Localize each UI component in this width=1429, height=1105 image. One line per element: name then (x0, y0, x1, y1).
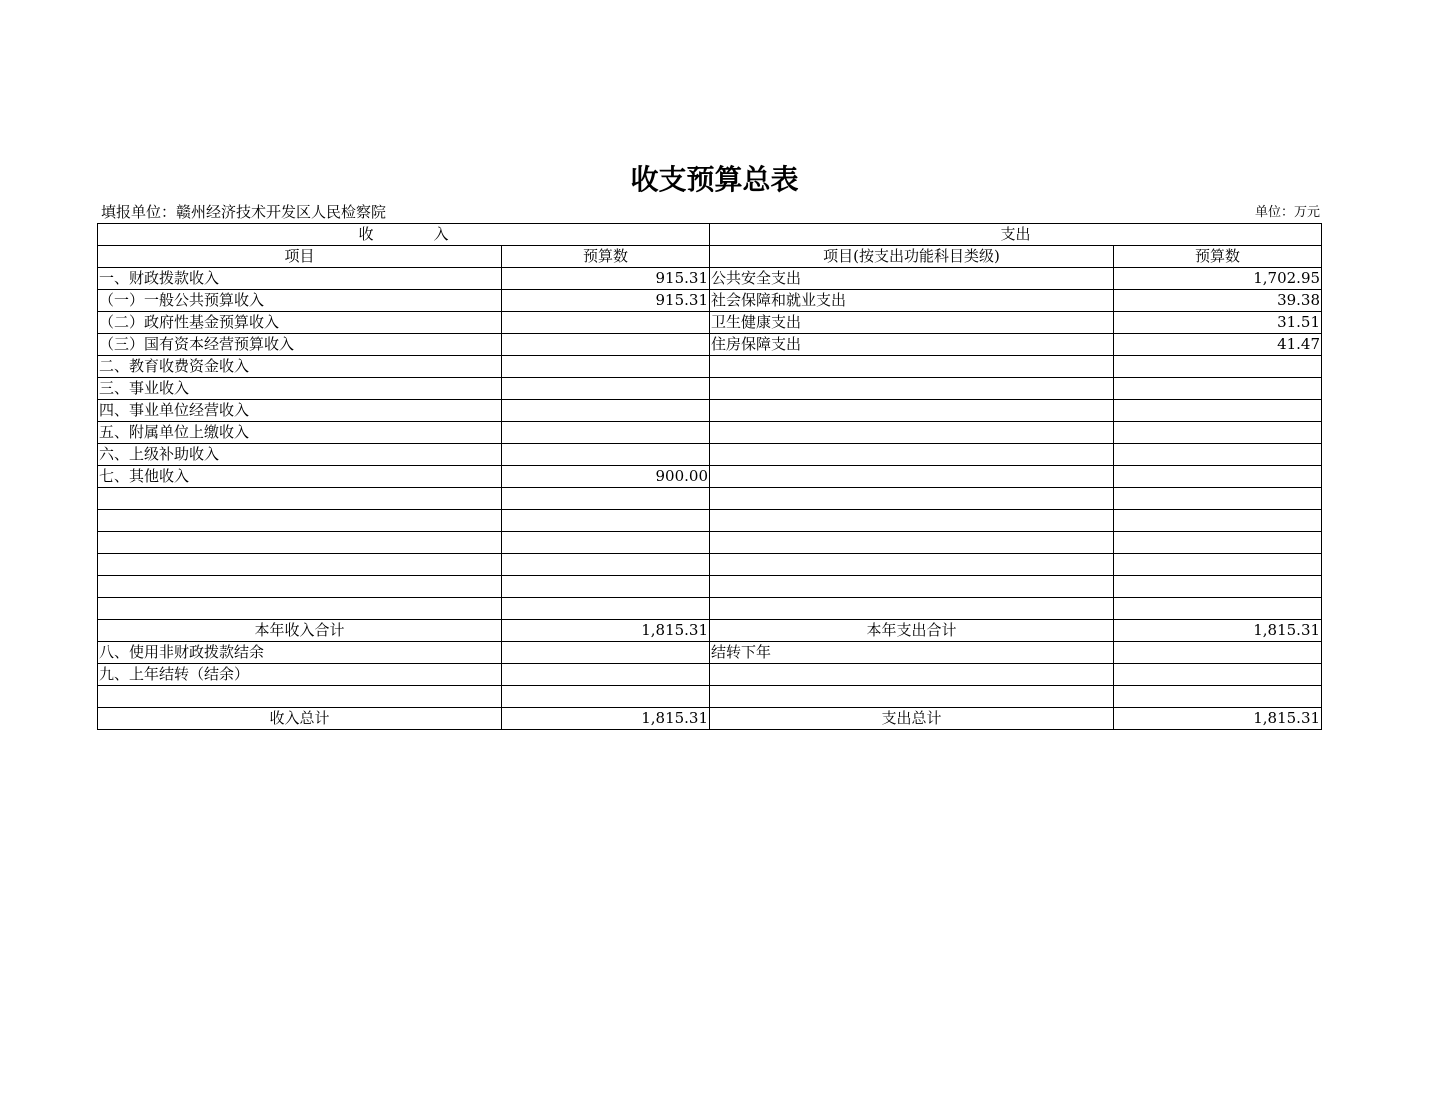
table-column-header-row (98, 246, 1322, 268)
income-amount-header: 预算数 (502, 246, 710, 268)
expense-item-cell (710, 532, 1114, 554)
income-item-cell: 五、附属单位上缴收入 (98, 422, 502, 444)
income-item-cell (98, 488, 502, 510)
expense-item-cell (710, 356, 1114, 378)
income-item-cell: 八、使用非财政拨款结余 (98, 642, 502, 664)
income-item-cell (98, 554, 502, 576)
expense-item-cell (710, 422, 1114, 444)
income-amount-cell (502, 642, 710, 664)
income-amount-cell (502, 532, 710, 554)
income-amount-cell (502, 400, 710, 422)
table-row (98, 598, 1322, 620)
income-item-cell (98, 510, 502, 532)
grand-expense-total-amount: 1,815.31 (1114, 708, 1322, 730)
table-row (98, 290, 1322, 312)
expense-group-header: 支出 (710, 224, 1322, 246)
income-item-cell: 九、上年结转（结余） (98, 664, 502, 686)
expense-amount-cell (1114, 378, 1322, 400)
grand-income-total-label: 收入总计 (98, 708, 502, 730)
income-amount-cell: 915.31 (502, 268, 710, 290)
income-amount-cell (502, 598, 710, 620)
expense-amount-cell (1114, 444, 1322, 466)
expense-amount-cell (1114, 466, 1322, 488)
expense-item-cell (710, 510, 1114, 532)
table-row (98, 664, 1322, 686)
income-item-cell: 三、事业收入 (98, 378, 502, 400)
income-amount-cell (502, 444, 710, 466)
reporting-unit: 填报单位：赣州经济技术开发区人民检察院 (101, 203, 387, 221)
table-extra-body (98, 642, 1322, 708)
income-item-cell (98, 686, 502, 708)
table-row (98, 686, 1322, 708)
expense-item-header: 项目(按支出功能科目类级) (710, 246, 1114, 268)
table-row (98, 378, 1322, 400)
currency-unit: 单位：万元 (1254, 205, 1320, 220)
income-amount-cell (502, 664, 710, 686)
year-income-total-amount: 1,815.31 (502, 620, 710, 642)
income-item-cell: （三）国有资本经营预算收入 (98, 334, 502, 356)
income-amount-cell (502, 686, 710, 708)
grand-expense-total-label: 支出总计 (710, 708, 1114, 730)
expense-item-cell (710, 598, 1114, 620)
income-amount-cell (502, 510, 710, 532)
expense-amount-cell (1114, 400, 1322, 422)
expense-amount-cell (1114, 598, 1322, 620)
income-item-cell: 二、教育收费资金收入 (98, 356, 502, 378)
income-item-header: 项目 (98, 246, 502, 268)
expense-item-cell (710, 400, 1114, 422)
table-row (98, 532, 1322, 554)
expense-amount-cell (1114, 686, 1322, 708)
expense-item-cell (710, 488, 1114, 510)
table-row (98, 488, 1322, 510)
expense-amount-cell (1114, 510, 1322, 532)
expense-item-cell (710, 664, 1114, 686)
grand-total-row (98, 708, 1322, 730)
page-title: 收支预算总表 (630, 163, 799, 196)
income-amount-cell (502, 312, 710, 334)
table-row (98, 312, 1322, 334)
income-item-cell: 一、财政拨款收入 (98, 268, 502, 290)
income-item-cell: （二）政府性基金预算收入 (98, 312, 502, 334)
table-row (98, 268, 1322, 290)
table-row (98, 642, 1322, 664)
expense-amount-cell (1114, 554, 1322, 576)
expense-amount-cell (1114, 664, 1322, 686)
table-row (98, 554, 1322, 576)
income-amount-cell (502, 334, 710, 356)
expense-amount-cell: 41.47 (1114, 334, 1322, 356)
income-amount-cell (502, 356, 710, 378)
expense-amount-header: 预算数 (1114, 246, 1322, 268)
year-income-total-label: 本年收入合计 (98, 620, 502, 642)
expense-amount-cell (1114, 642, 1322, 664)
income-amount-cell (502, 378, 710, 400)
income-group-header: 收 入 (98, 224, 710, 246)
income-item-cell (98, 576, 502, 598)
income-amount-cell (502, 488, 710, 510)
budget-summary-table (97, 223, 1322, 730)
expense-amount-cell: 1,702.95 (1114, 268, 1322, 290)
table-row (98, 576, 1322, 598)
expense-amount-cell: 39.38 (1114, 290, 1322, 312)
expense-item-cell (710, 444, 1114, 466)
table-group-header-row (98, 224, 1322, 246)
table-row (98, 334, 1322, 356)
table-row (98, 400, 1322, 422)
expense-amount-cell (1114, 422, 1322, 444)
income-amount-cell (502, 422, 710, 444)
expense-amount-cell (1114, 576, 1322, 598)
income-item-cell: （一）一般公共预算收入 (98, 290, 502, 312)
year-expense-total-amount: 1,815.31 (1114, 620, 1322, 642)
table-row (98, 422, 1322, 444)
expense-item-cell (710, 686, 1114, 708)
income-item-cell: 六、上级补助收入 (98, 444, 502, 466)
income-item-cell: 七、其他收入 (98, 466, 502, 488)
expense-item-cell: 结转下年 (710, 642, 1114, 664)
expense-item-cell (710, 576, 1114, 598)
expense-amount-cell (1114, 488, 1322, 510)
income-amount-cell (502, 576, 710, 598)
income-amount-cell: 900.00 (502, 466, 710, 488)
expense-item-cell: 卫生健康支出 (710, 312, 1114, 334)
expense-amount-cell: 31.51 (1114, 312, 1322, 334)
expense-item-cell: 住房保障支出 (710, 334, 1114, 356)
income-item-cell (98, 598, 502, 620)
table-row (98, 356, 1322, 378)
table-body (98, 268, 1322, 620)
income-item-cell (98, 532, 502, 554)
grand-income-total-amount: 1,815.31 (502, 708, 710, 730)
table-row (98, 510, 1322, 532)
expense-item-cell (710, 378, 1114, 400)
income-amount-cell: 915.31 (502, 290, 710, 312)
expense-item-cell (710, 554, 1114, 576)
year-total-row (98, 620, 1322, 642)
expense-amount-cell (1114, 532, 1322, 554)
income-amount-cell (502, 554, 710, 576)
expense-item-cell: 公共安全支出 (710, 268, 1114, 290)
expense-amount-cell (1114, 356, 1322, 378)
income-item-cell: 四、事业单位经营收入 (98, 400, 502, 422)
expense-item-cell: 社会保障和就业支出 (710, 290, 1114, 312)
year-expense-total-label: 本年支出合计 (710, 620, 1114, 642)
expense-item-cell (710, 466, 1114, 488)
table-row (98, 466, 1322, 488)
table-row (98, 444, 1322, 466)
